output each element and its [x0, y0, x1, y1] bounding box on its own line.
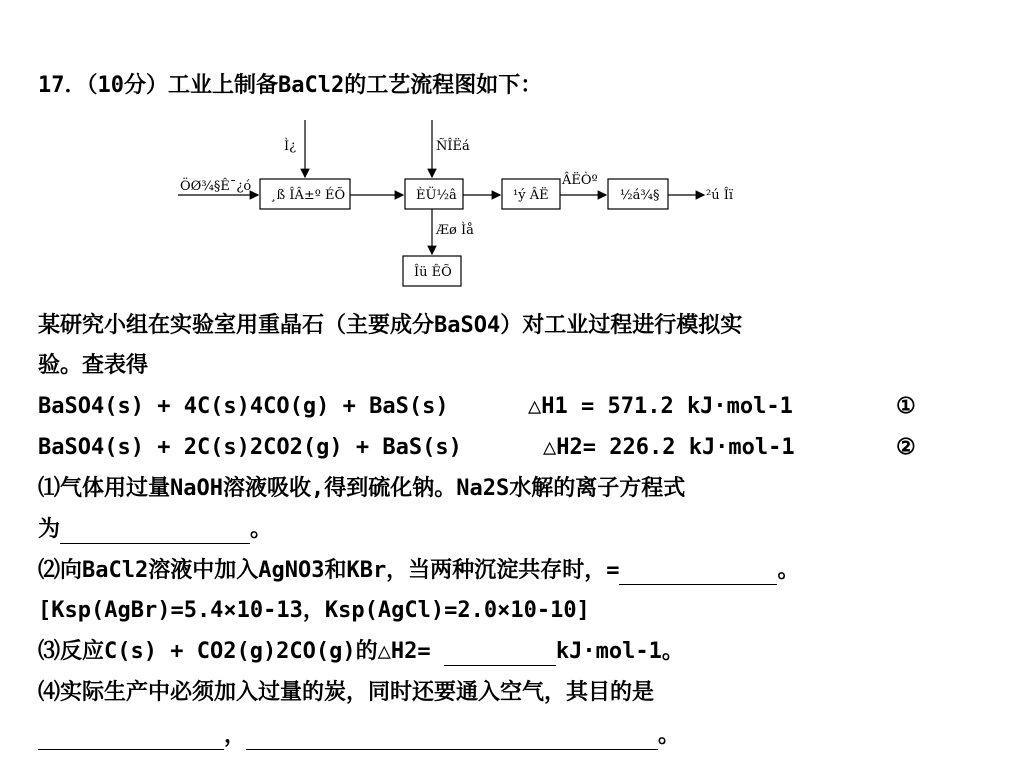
question-title: 17．（10分）工业上制备BaCl2的工艺流程图如下： [38, 73, 543, 98]
flow-output-label: ²ú Îï [706, 188, 734, 203]
flow-filtrate-label: ÂËÒº [562, 173, 598, 188]
question-1-line-2 [38, 516, 272, 544]
answer-blank-2[interactable] [619, 564, 777, 585]
equation-1-enthalpy: △H1 = 571.2 kJ·mol-1 [528, 394, 793, 419]
question-3-suffix: kJ·mol-1。 [555, 639, 684, 664]
question-1-suffix: 。 [250, 517, 273, 542]
flow-box-roasting-label: ¸ß ÎÂ±º ÉÕ [270, 188, 346, 203]
question-2-text: ⑵向BaCl2溶液中加入AgNO3和KBr，当两种沉淀共存时，= [38, 558, 620, 583]
flow-input-label: ÖØ¾§Ê¯¿ó [180, 179, 252, 194]
question-3 [38, 638, 684, 666]
answer-blank-3[interactable] [444, 645, 556, 666]
flow-box-filter-label: ¹ý ÂË [513, 188, 549, 203]
question-2-suffix: 。 [777, 558, 800, 583]
equation-2-enthalpy: △H2= 226.2 kJ·mol-1 [543, 435, 795, 460]
equation-2-number: ② [896, 435, 916, 460]
flow-box-dissolve-label: ÈÜ½â [416, 188, 457, 203]
intro-line-1: 某研究小组在实验室用重晶石（主要成分BaSO4）对工业过程进行模拟实 [38, 313, 743, 338]
question-4-line-2 [38, 722, 680, 750]
flow-box-absorb-label: Îü ÊÕ [414, 265, 452, 280]
question-2-ksp: [Ksp(AgBr)=5.4×10-13，Ksp(AgCl)=2.0×10-10] [38, 598, 590, 623]
question-2-line-1 [38, 557, 799, 585]
intro-line-2: 验。查表得 [38, 353, 149, 378]
answer-blank-4b[interactable] [246, 729, 658, 750]
question-4-separator: ， [224, 723, 247, 748]
process-flowchart [160, 112, 760, 290]
question-4-suffix: 。 [658, 723, 681, 748]
flow-gas-label: Æø Ìå [436, 223, 474, 238]
answer-blank-1[interactable] [60, 523, 250, 544]
question-1-line-1: ⑴气体用过量NaOH溶液吸收,得到硫化钠。Na2S水解的离子方程式 [38, 476, 686, 501]
equation-2 [38, 434, 916, 462]
flow-top1-label: Ì¿ [284, 139, 297, 154]
equation-1 [38, 393, 916, 421]
equation-1-number: ① [896, 394, 916, 419]
question-1-prefix: 为 [38, 517, 61, 542]
answer-blank-4a[interactable] [38, 729, 224, 750]
flow-top2-label: ÑÎËá [436, 139, 470, 154]
equation-1-reaction: BaSO4(s) + 4C(s)4CO(g) + BaS(s) [38, 394, 449, 419]
question-3-text: ⑶反应C(s) + CO2(g)2CO(g)的△H2= [38, 639, 444, 664]
equation-2-reaction: BaSO4(s) + 2C(s)2CO2(g) + BaS(s) [38, 435, 462, 460]
question-4-line-1: ⑷实际生产中必须加入过量的炭，同时还要通入空气，其目的是 [38, 680, 655, 705]
flow-box-crystallize-label: ½á¾§ [620, 188, 660, 203]
